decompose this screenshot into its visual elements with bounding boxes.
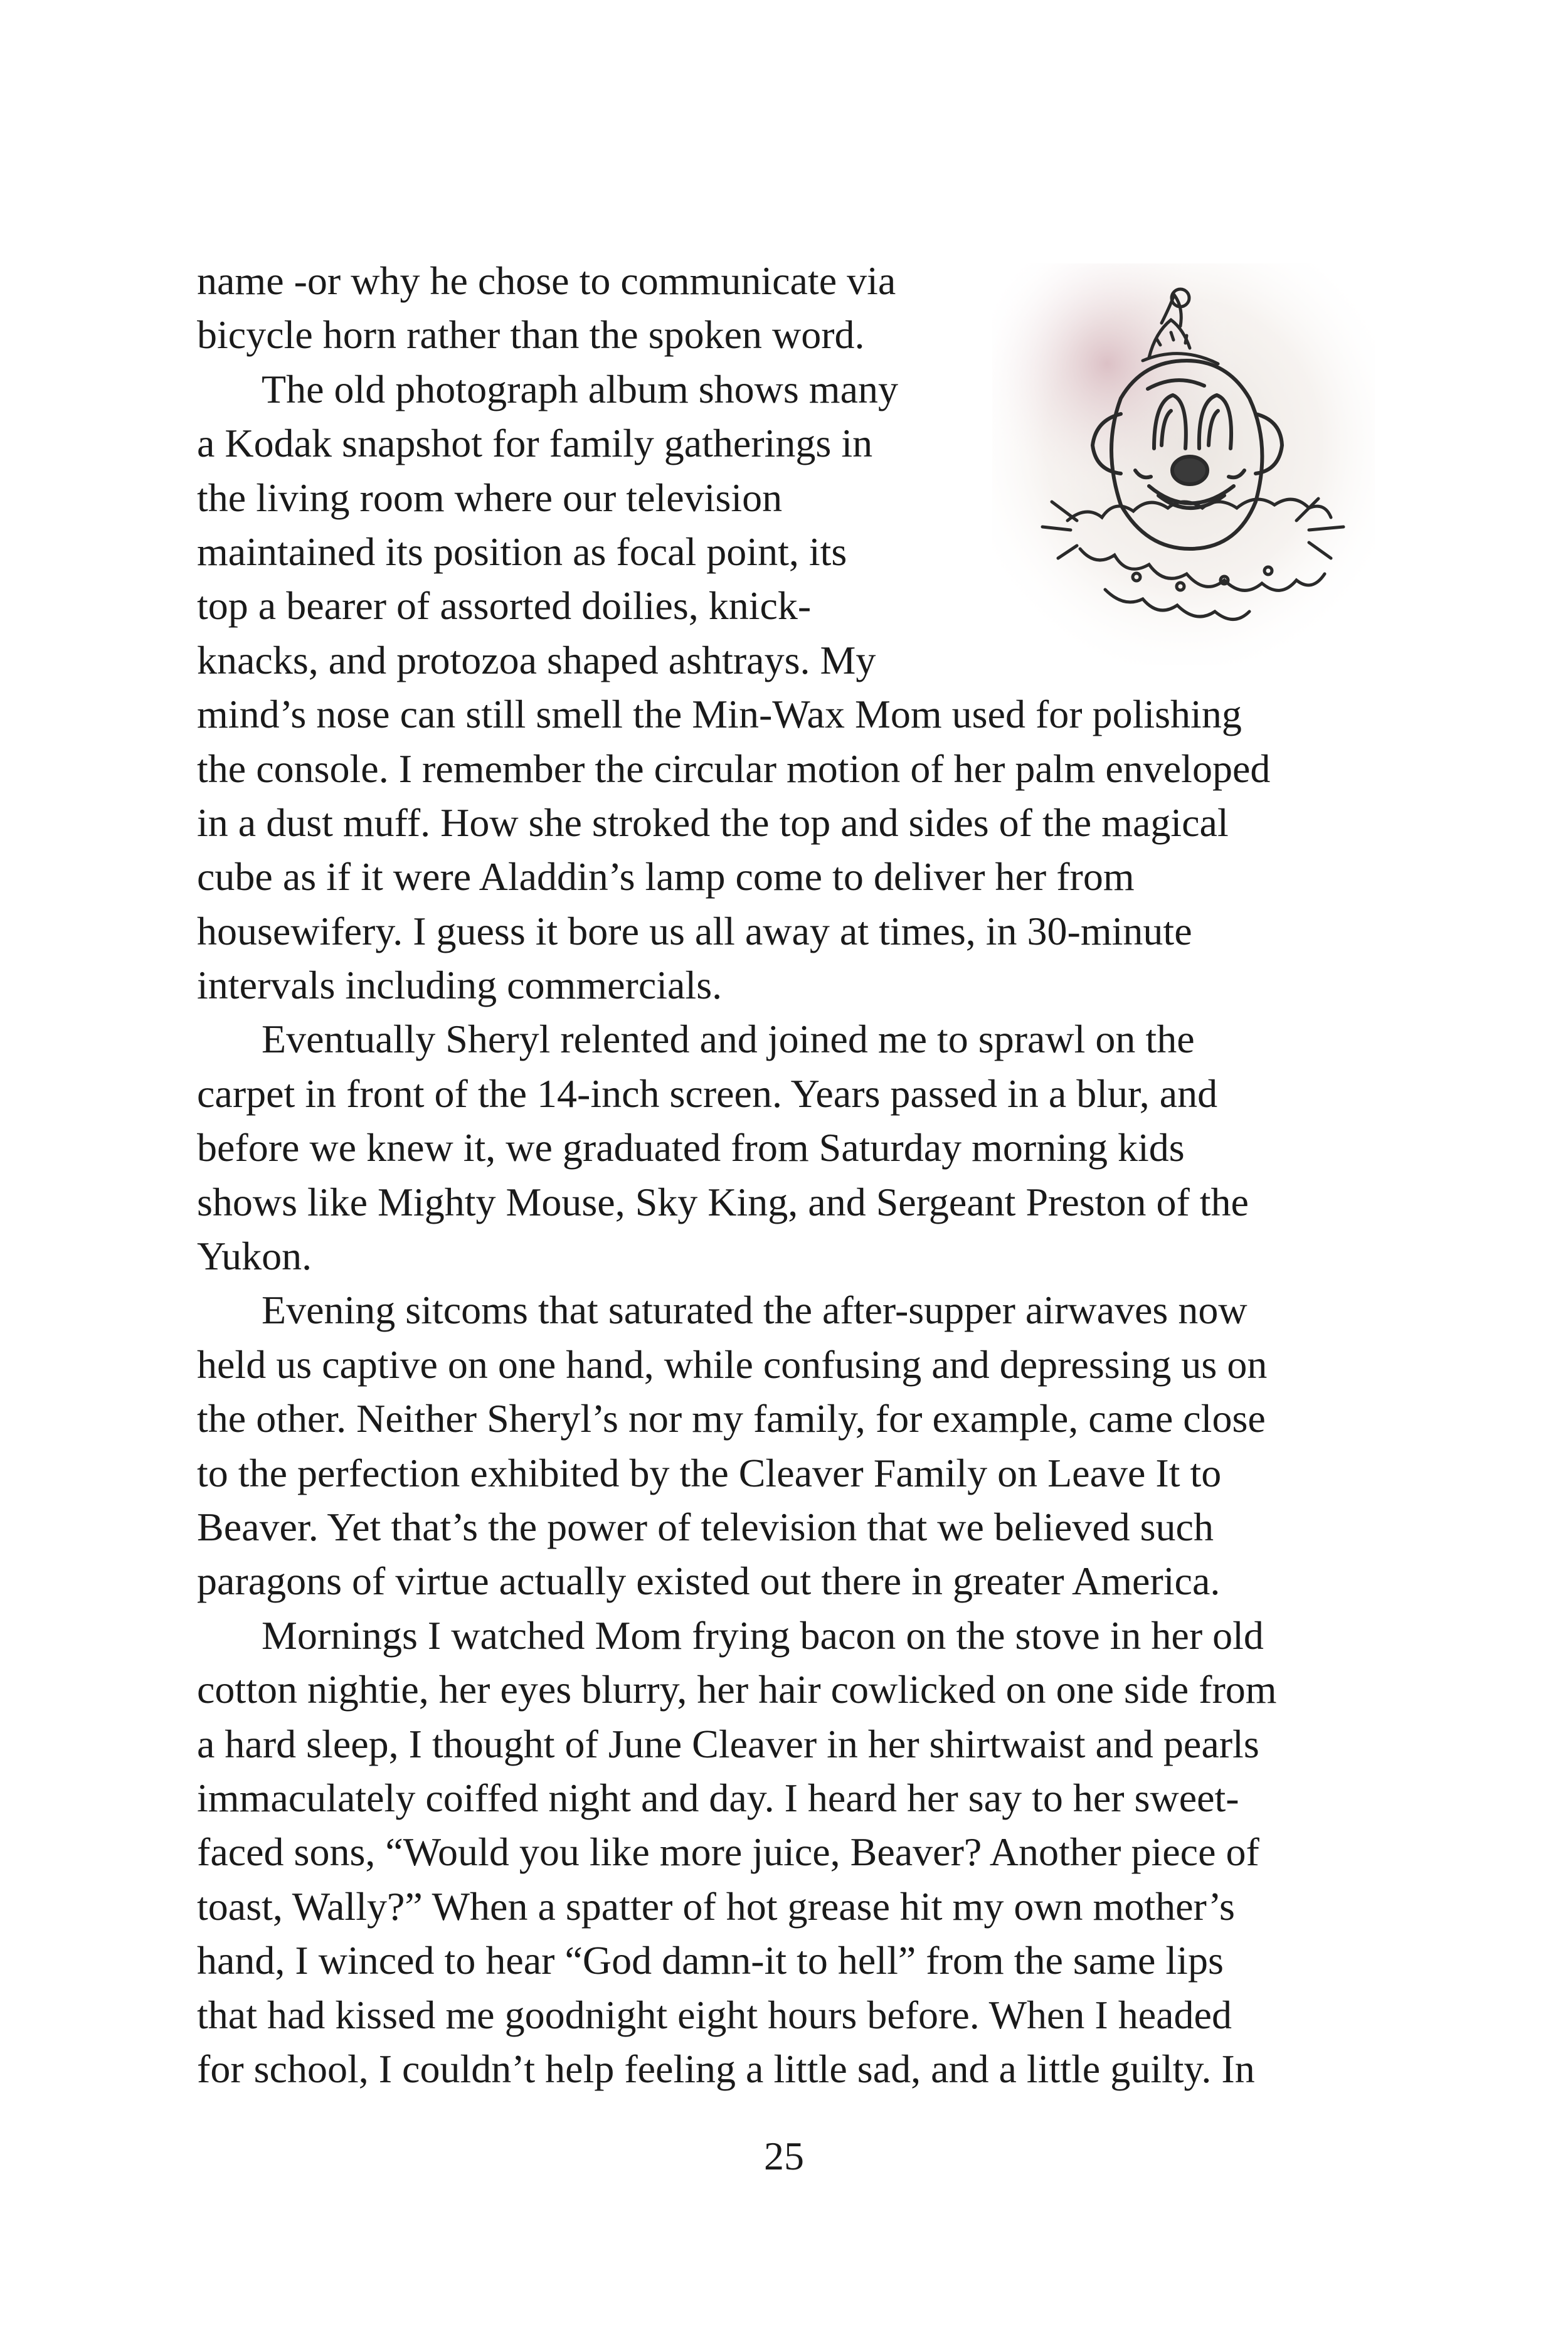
text-line: shows like Mighty Mouse, Sky King, and Sergeant Preston of the [197, 1179, 1249, 1224]
text-line: name -or why he chose to communicate via [197, 258, 896, 303]
text-line: in a dust muff. How she stroked the top and sides of the magical [197, 800, 1229, 845]
text-line: Yukon. [197, 1234, 312, 1279]
text-line: the other. Neither Sheryl’s nor my family, for example, came close [197, 1396, 1266, 1441]
text-line: Eventually Sheryl relented and joined me to sprawl on the [262, 1017, 1195, 1062]
text-line: maintained its position as focal point, its [197, 529, 847, 574]
text-line: a hard sleep, I thought of June Cleaver in her shirtwaist and pearls [197, 1721, 1259, 1766]
text-line: Mornings I watched Mom frying bacon on the stove in her old [262, 1613, 1264, 1658]
text-line: cube as if it were Aladdin’s lamp come to deliver her from [197, 854, 1135, 899]
text-line: before we knew it, we graduated from Saturday morning kids [197, 1125, 1185, 1170]
text-line: The old photograph album shows many [262, 366, 898, 411]
text-line: for school, I couldn’t help feeling a little sad, and a little guilty. In [197, 2046, 1255, 2091]
text-line: top a bearer of assorted doilies, knick- [197, 583, 812, 628]
text-line: bicycle horn rather than the spoken word. [197, 312, 865, 358]
text-line: to the perfection exhibited by the Cleaver Family on Leave It to [197, 1450, 1222, 1495]
text-line: the console. I remember the circular motion of her palm enveloped [197, 746, 1271, 791]
page-number: 25 [764, 2134, 804, 2178]
text-line: paragons of virtue actually existed out there in greater America. [197, 1559, 1221, 1604]
clown-face-illustration [992, 263, 1375, 665]
text-line: toast, Wally?” When a spatter of hot grease hit my own mother’s [197, 1883, 1235, 1929]
text-line: housewifery. I guess it bore us all away at times, in 30-minute [197, 908, 1192, 953]
text-line: knacks, and protozoa shaped ashtrays. My [197, 637, 876, 682]
text-line: a Kodak snapshot for family gatherings in [197, 421, 873, 466]
text-line: that had kissed me goodnight eight hours before. When I headed [197, 1992, 1232, 2037]
text-line: Beaver. Yet that’s the power of television that we believed such [197, 1504, 1214, 1549]
text-line: cotton nightie, her eyes blurry, her hair cowlicked on one side from [197, 1667, 1277, 1712]
text-line: carpet in front of the 14-inch screen. Years passed in a blur, and [197, 1071, 1218, 1116]
text-line: immaculately coiffed night and day. I heard her say to her sweet- [197, 1775, 1239, 1820]
text-line: intervals including commercials. [197, 963, 723, 1008]
text-line: hand, I winced to hear “God damn-it to hell” from the same lips [197, 1938, 1224, 1983]
text-line: held us captive on one hand, while confusing and depressing us on [197, 1342, 1268, 1387]
text-line: faced sons, “Would you like more juice, Beaver? Another piece of [197, 1830, 1259, 1875]
text-line: the living room where our television [197, 475, 783, 520]
text-line: Evening sitcoms that saturated the after-supper airwaves now [262, 1288, 1248, 1333]
text-line: mind’s nose can still smell the Min-Wax Mom used for polishing [197, 692, 1242, 737]
